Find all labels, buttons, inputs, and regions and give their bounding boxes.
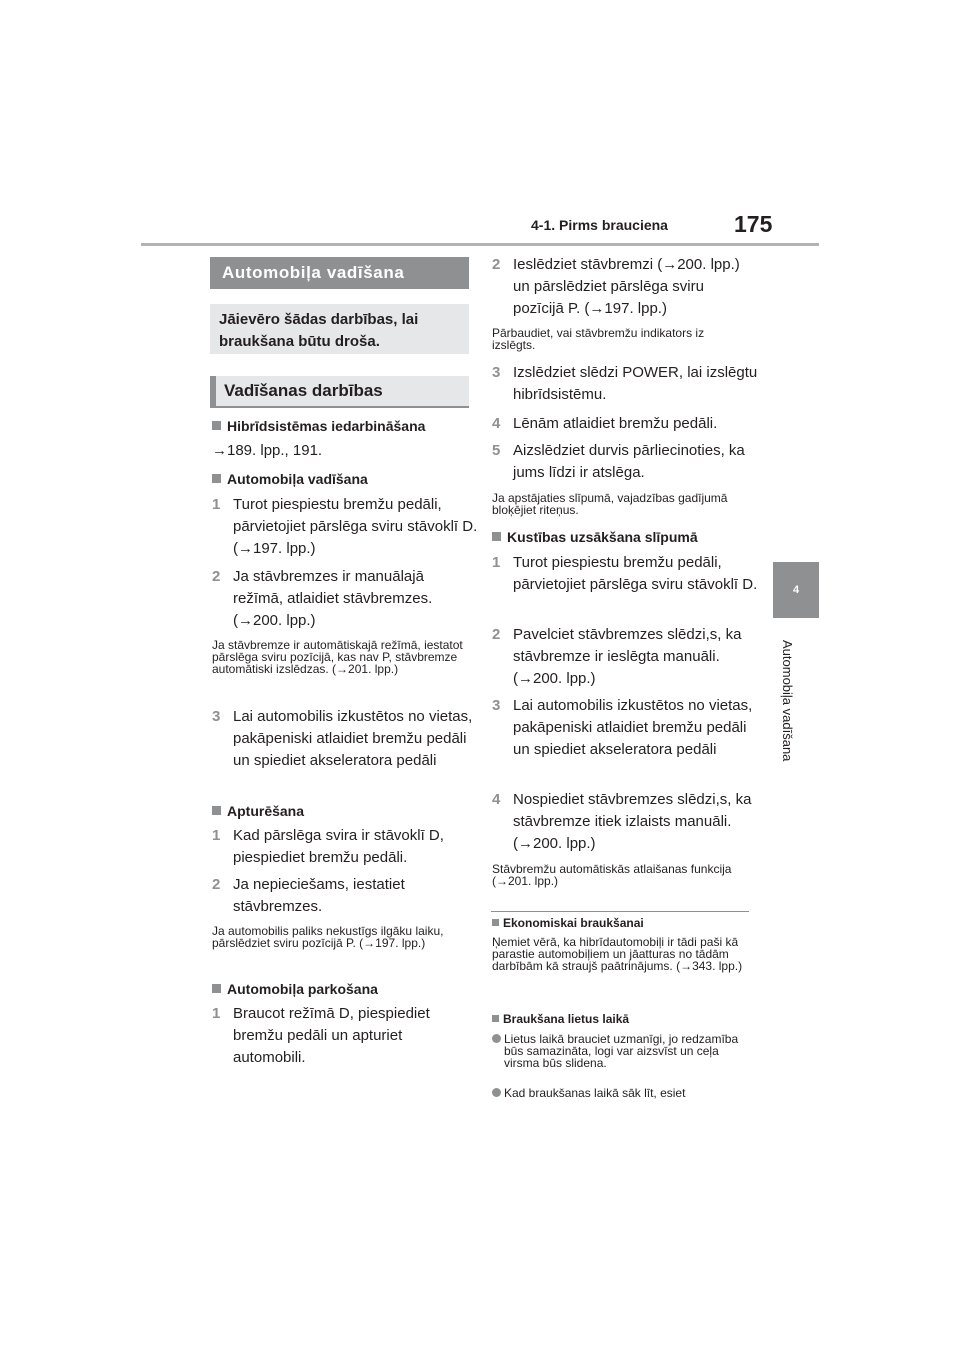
eco-text: Ņemiet vērā, ka hibrīdautomobiļi ir tādi paši kā parastie automobiļiem un jāatturas no tādām darbībām kā straujš paātrinājums. (→343. lpp.) xyxy=(492,935,743,973)
intro-text: Jāievēro šādas darbības, lai braukšana būtu droša. xyxy=(219,311,419,350)
step-slope-1 xyxy=(492,552,758,618)
bullet-text: Lietus laikā brauciet uzmanīgi, jo redzamība būs samazināta, logi var aizsvīst un ceļa virsma būs slidena. xyxy=(504,1032,739,1070)
round-bullet-icon xyxy=(492,1034,501,1043)
heading-park xyxy=(212,980,474,998)
step-stop-1 xyxy=(212,825,474,869)
note-stop: Ja automobilis paliks nekustīgs ilgāku laiku, pārslēdziet sviru pozīcijā P. (→197. lpp.) xyxy=(212,924,444,950)
step-text: Braucot režīmā D, piespiediet bremžu pedāli un apturiet automobili. xyxy=(233,1005,430,1066)
step-slope-4 xyxy=(492,789,754,855)
square-bullet-icon xyxy=(492,919,499,926)
step-park-5 xyxy=(492,440,754,484)
step-number: 1 xyxy=(212,1005,221,1022)
square-bullet-icon xyxy=(212,474,221,483)
note-park-1: Pārbaudiet, vai stāvbremžu indikators iz izslēgts. xyxy=(492,326,705,352)
subtitle: Vadīšanas darbības xyxy=(224,381,383,400)
step-number: 2 xyxy=(212,568,221,585)
note-park-2: Ja apstājaties slīpumā, vajadzības gadījumā bloķējiet riteņus. xyxy=(492,491,728,517)
section-separator xyxy=(491,911,749,912)
heading-driving xyxy=(212,470,474,488)
square-bullet-icon xyxy=(212,806,221,815)
step-text: Ja nepieciešams, iestatiet stāvbremzes. xyxy=(233,876,405,915)
chapter-side-label-container xyxy=(780,640,808,790)
step-number: 3 xyxy=(492,697,501,714)
heading-stop-text: Apturēšana xyxy=(227,803,305,819)
note-slope: Stāvbremžu automātiskās atlaišanas funkcija (→201. lpp.) xyxy=(492,862,732,888)
step-text: Kad pārslēga svira ir stāvoklī D, piespiediet bremžu pedāli. xyxy=(233,827,444,866)
main-title-box xyxy=(210,257,469,289)
heading-eco xyxy=(492,916,754,930)
chapter-side-label: Automobiļa vadīšana xyxy=(780,640,795,762)
heading-hybrid-start xyxy=(212,417,474,435)
square-bullet-icon xyxy=(492,1015,499,1022)
step-number: 3 xyxy=(212,708,221,725)
subtitle-accent-bar xyxy=(210,376,216,407)
rain-bullet-1 xyxy=(492,1033,754,1081)
subtitle-rule xyxy=(210,406,469,408)
step-park-3 xyxy=(492,362,758,406)
bullet-text: Kad braukšanas laikā sāk līt, esiet xyxy=(504,1086,686,1100)
step-text: Lai automobilis izkustētos no vietas, pakāpeniski atlaidiet bremžu pedāli un spiediet akseleratora pedāli xyxy=(513,697,753,758)
note-drive: Ja stāvbremze ir automātiskajā režīmā, iestatot pārslēga sviru pozīcijā, kas nav P, stāvbremze automātiski izslēdzas. (→201. lpp.) xyxy=(212,638,463,676)
ref-hybrid: →189. lpp., 191. xyxy=(212,442,323,459)
step-text: Ieslēdziet stāvbremzi (→200. lpp.) un pārslēdziet pārslēga sviru pozīcijā P. (→197. lpp.) xyxy=(513,256,740,317)
step-text: Lai automobilis izkustētos no vietas, pakāpeniski atlaidiet bremžu pedāli un spiediet akseleratora pedāli xyxy=(233,708,473,769)
square-bullet-icon xyxy=(212,984,221,993)
step-text: Izslēdziet slēdzi POWER, lai izslēgtu hibrīdsistēmu. xyxy=(513,364,758,403)
heading-slope-text: Kustības uzsākšana slīpumā xyxy=(507,529,698,545)
step-text: Pavelciet stāvbremzes slēdzi,s, ka stāvbremze ir ieslēgta manuāli. (→200. lpp.) xyxy=(513,626,742,687)
step-stop-2 xyxy=(212,874,474,918)
step-number: 1 xyxy=(212,827,221,844)
section-title: 4-1. Pirms brauciena xyxy=(531,217,668,233)
heading-rain-text: Braukšana lietus laikā xyxy=(503,1012,630,1026)
step-slope-2 xyxy=(492,624,754,690)
step-text: Aizslēdziet durvis pārliecinoties, ka jums līdzi ir atslēga. xyxy=(513,442,745,481)
heading-driving-text: Automobiļa vadīšana xyxy=(227,471,368,487)
step-text: Lēnām atlaidiet bremžu pedāli. xyxy=(513,415,718,432)
main-title: Automobiļa vadīšana xyxy=(222,263,405,282)
chapter-tab[interactable] xyxy=(773,562,819,618)
step-number: 2 xyxy=(212,876,221,893)
square-bullet-icon xyxy=(492,532,501,541)
step-text: Turot piespiestu bremžu pedāli, pārvietojiet pārslēga sviru stāvoklī D. (→197. lpp.) xyxy=(233,496,478,557)
step-text: Nospiediet stāvbremzes slēdzi,s, ka stāvbremze itiek izlaists manuāli. (→200. lpp.) xyxy=(513,791,752,852)
round-bullet-icon xyxy=(492,1088,501,1097)
heading-hybrid-text: Hibrīdsistēmas iedarbināšana xyxy=(227,418,426,434)
step-number: 3 xyxy=(492,364,501,381)
step-number: 5 xyxy=(492,442,501,459)
step-drive-2 xyxy=(212,566,474,632)
step-slope-3 xyxy=(492,695,754,783)
step-number: 2 xyxy=(492,626,501,643)
step-number: 4 xyxy=(492,791,501,808)
header-rule xyxy=(141,243,819,246)
step-drive-3 xyxy=(212,706,474,796)
step-number: 1 xyxy=(492,554,501,571)
chapter-number: 4 xyxy=(792,584,800,596)
heading-park-text: Automobiļa parkošana xyxy=(227,981,378,997)
heading-slope xyxy=(492,528,754,546)
heading-stop xyxy=(212,802,474,820)
page-number: 175 xyxy=(734,211,773,237)
heading-eco-text: Ekonomiskai braukšanai xyxy=(503,916,644,930)
step-number: 2 xyxy=(492,256,501,273)
step-park-4 xyxy=(492,413,754,435)
heading-rain xyxy=(492,1012,754,1026)
step-drive-1 xyxy=(212,494,478,564)
step-text: Turot piespiestu bremžu pedāli, pārvietojiet pārslēga sviru stāvoklī D. xyxy=(513,554,758,593)
step-park-1 xyxy=(212,1003,474,1069)
step-number: 1 xyxy=(212,496,221,513)
step-park-2 xyxy=(492,254,754,320)
rain-bullet-2 xyxy=(492,1087,754,1103)
subtitle-box xyxy=(210,376,469,407)
step-text: Ja stāvbremzes ir manuālajā režīmā, atlaidiet stāvbremzes. (→200. lpp.) xyxy=(233,568,433,629)
step-number: 4 xyxy=(492,415,501,432)
intro-box xyxy=(210,304,469,354)
square-bullet-icon xyxy=(212,421,221,430)
